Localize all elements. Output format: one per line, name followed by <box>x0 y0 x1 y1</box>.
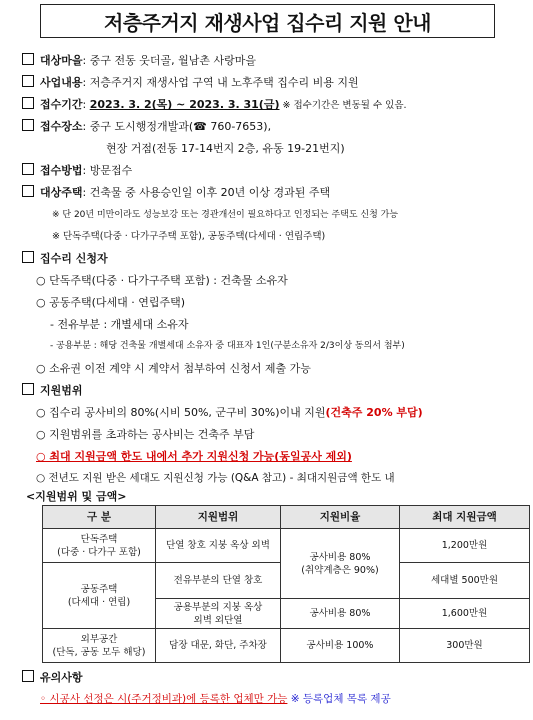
scope-heading <box>22 382 83 398</box>
item-label: 접수방법 <box>40 164 83 177</box>
section-label: 지원범위 <box>40 384 83 397</box>
table-cell: 1,200만원 <box>400 529 530 563</box>
item-target-village <box>22 52 256 68</box>
table-row <box>43 629 530 663</box>
notice-red-text: ◦ 시공사 선정은 시(주거정비과)에 등록한 업체만 가능 <box>40 693 288 705</box>
scope-line: ○ 전년도 지원 받은 세대도 지원신청 가능 (Q&A 참고) - 최대지원금액 한도 내 <box>36 472 395 484</box>
cell-text: 공동주택 <box>80 583 118 595</box>
checkbox-icon <box>22 119 34 131</box>
applicant-line: ○ 단독주택(다중 · 다가구주택 포함) : 건축물 소유자 <box>36 274 288 287</box>
table-header-row <box>43 506 530 529</box>
cell-text: 외벽 외단열 <box>193 614 243 626</box>
notice-heading <box>22 669 83 685</box>
item-value: : 건축물 중 사용승인일 이후 20년 이상 경과된 주택 <box>82 186 331 199</box>
applicant-heading <box>22 250 108 266</box>
notice-blue-text: ※ 등록업체 목록 제공 <box>287 693 391 705</box>
notice-line <box>40 691 391 706</box>
item-place-2 <box>106 140 345 156</box>
table-row <box>43 529 530 563</box>
applicant-line: ○ 공동주택(다세대 · 연립주택) <box>36 296 186 309</box>
applicant-line: - 공용부분 : 해당 건축물 개별세대 소유자 중 대표자 1인(구분소유자 2/3이상 동의서 첨부) <box>50 341 405 351</box>
scope-line: ○ 지원범위를 초과하는 공사비는 건축주 부담 <box>36 428 255 441</box>
table-cell: 세대별 500만원 <box>400 563 530 599</box>
title-box <box>40 4 495 38</box>
cell-text: 단독주택 <box>80 533 118 545</box>
item-housing <box>22 184 330 200</box>
item-label: 사업내용 <box>40 76 83 89</box>
item-value: : 중구 도시행정개발과(☎ 760-7653), <box>82 120 272 133</box>
table-header: 최대 지원금액 <box>400 506 530 529</box>
item-period: 접수기간: 2023. 3. 2(목) ~ 2023. 3. 31(금) ※ 접수기간은 변동될 수 있음. <box>22 96 407 112</box>
checkbox-icon <box>22 383 34 395</box>
scope-line <box>36 404 423 420</box>
table-cell <box>43 529 156 563</box>
item-method <box>22 162 132 178</box>
item-value: : 방문접수 <box>82 164 133 177</box>
table-cell: 단열 창호 지붕 옥상 외벽 <box>156 529 281 563</box>
checkbox-icon <box>22 53 34 65</box>
item-value: : 저층주거지 재생사업 구역 내 노후주택 집수리 비용 지원 <box>82 76 359 89</box>
item-project <box>22 74 359 90</box>
table-cell <box>43 629 156 663</box>
cell-text: 공용부분의 지붕 옥상 <box>173 601 263 613</box>
table-cell <box>281 529 400 599</box>
housing-note: ※ 단독주택(다중 · 다가구주택 포함), 공동주택(다세대 · 연립주택) <box>52 231 326 242</box>
cell-text: (다세대 · 연립) <box>67 596 131 608</box>
section-label: 집수리 신청자 <box>40 252 108 265</box>
table-cell <box>156 599 281 629</box>
applicant-line: ○ 소유권 이전 계약 시 계약서 첨부하여 신청서 제출 가능 <box>36 362 311 375</box>
section-label: 유의사항 <box>40 671 83 684</box>
table-cell: 전유부분의 단열 창호 <box>156 563 281 599</box>
item-label: 대상주택 <box>40 186 83 199</box>
scope-line-red: ○ 최대 지원금액 한도 내에서 추가 지원신청 가능(동일공사 제외) <box>36 450 352 463</box>
table-cell: 담장 대문, 화단, 주차장 <box>156 629 281 663</box>
checkbox-icon <box>22 163 34 175</box>
checkbox-icon <box>22 75 34 87</box>
checkbox-icon <box>22 185 34 197</box>
cell-text: (단독, 공동 모두 해당) <box>52 646 146 658</box>
applicant-line: - 전유부분 : 개별세대 소유자 <box>50 318 189 331</box>
housing-note: ※ 단 20년 미만이라도 성능보강 또는 경관개선이 필요하다고 인정되는 주택도 신청 가능 <box>52 210 399 220</box>
checkbox-icon <box>22 97 34 109</box>
table-cell: 공사비용 80% <box>281 599 400 629</box>
item-label: 접수장소 <box>40 120 83 133</box>
cell-text: (취약계층은 90%) <box>301 564 379 576</box>
checkbox-icon <box>22 670 34 682</box>
item-value: 현장 거점(전동 17-14번지 2층, 유동 19-21번지) <box>106 142 345 155</box>
table-cell: 공사비용 100% <box>281 629 400 663</box>
scope-red-text: (건축주 20% 부담) <box>325 406 423 419</box>
period-date: 2023. 3. 2(목) ~ 2023. 3. 31(금) <box>89 98 280 111</box>
table-header: 지원비율 <box>281 506 400 529</box>
cell-text: 공사비용 80% <box>309 551 371 563</box>
cell-text: (다중 · 다가구 포함) <box>57 546 141 558</box>
table-cell: 300만원 <box>400 629 530 663</box>
item-value: : 중구 전동 웃더골, 월남촌 사랑마을 <box>82 54 256 67</box>
table-subheading: <지원범위 및 금액> <box>26 490 127 503</box>
table-cell: 1,600만원 <box>400 599 530 629</box>
cell-text: 외부공간 <box>80 633 118 645</box>
page-title: 저층주거지 재생사업 집수리 지원 안내 <box>104 10 431 35</box>
period-note: ※ 접수기간은 변동될 수 있음. <box>279 100 407 111</box>
item-label: 접수기간 <box>40 98 83 111</box>
table-header: 구 분 <box>43 506 156 529</box>
scope-text: ○ 집수리 공사비의 80%(시비 50%, 군구비 30%)이내 지원 <box>36 406 326 419</box>
item-label: 대상마을 <box>40 54 83 67</box>
table-header: 지원범위 <box>156 506 281 529</box>
support-table <box>42 505 530 663</box>
item-place <box>22 118 271 134</box>
table-cell <box>43 563 156 629</box>
checkbox-icon <box>22 251 34 263</box>
